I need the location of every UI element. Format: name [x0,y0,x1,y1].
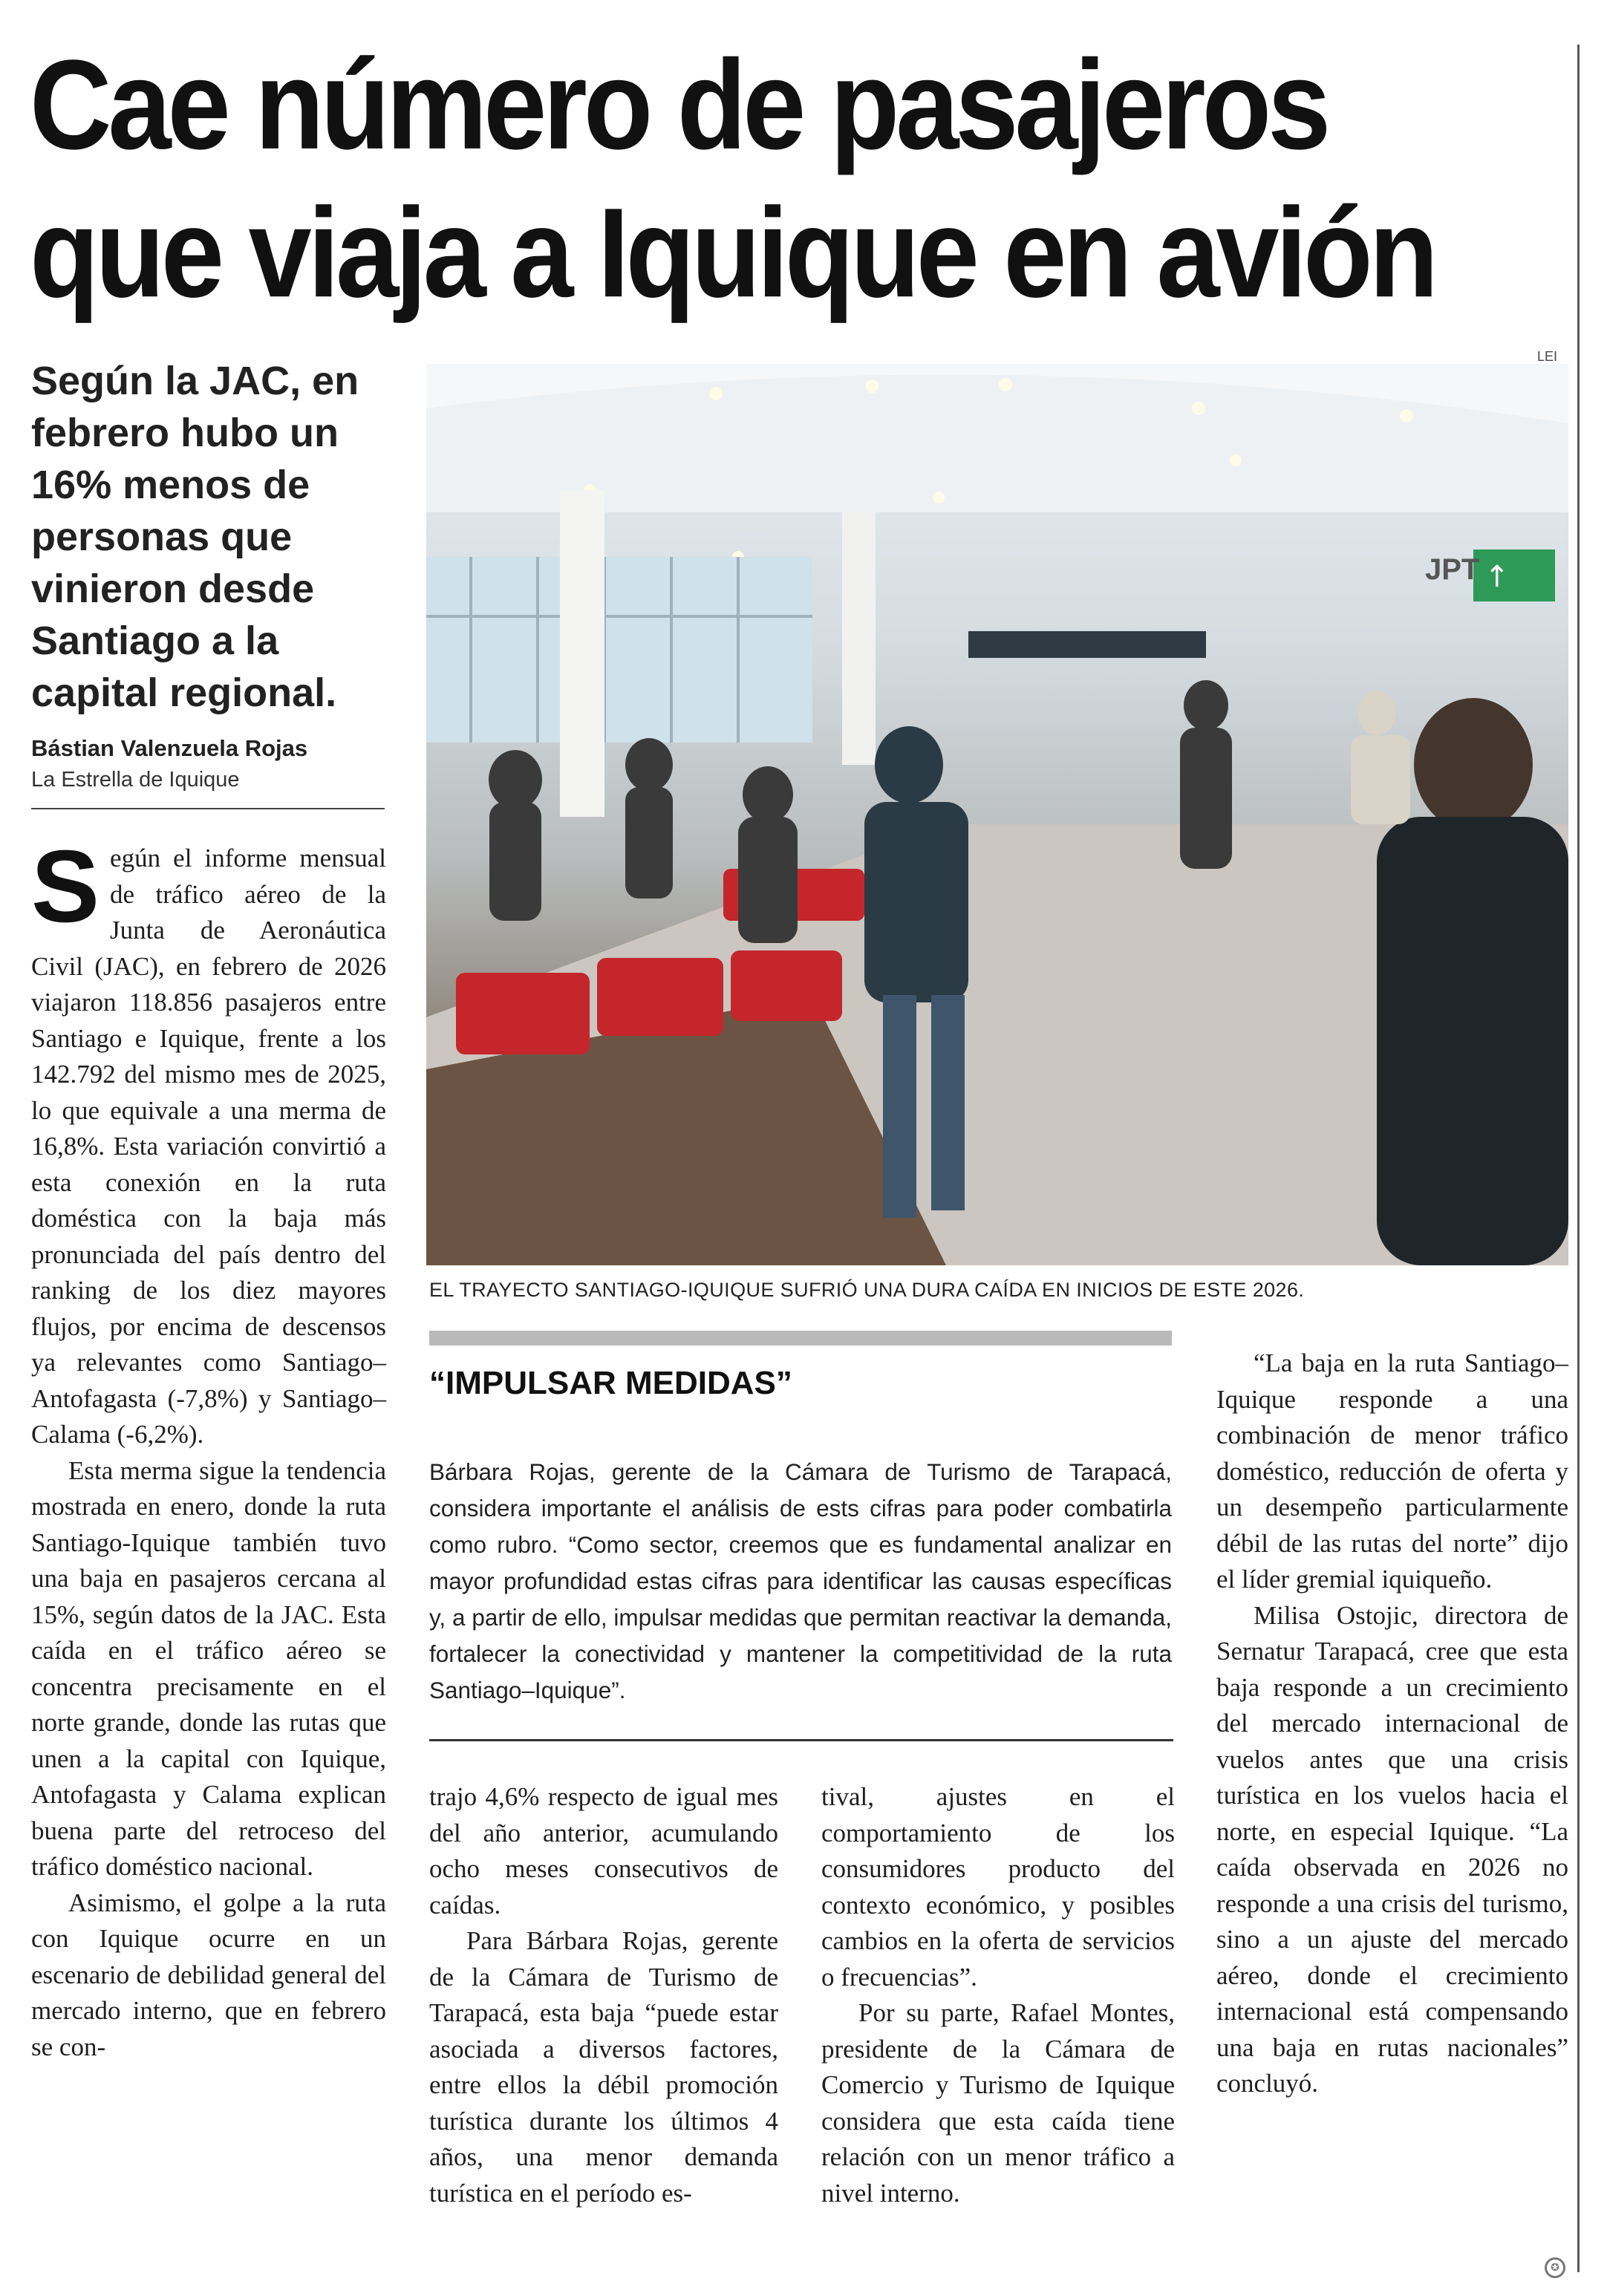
byline-divider [31,808,385,809]
drop-cap: S [31,829,100,944]
body-paragraph: tival, ajustes en el comportamiento de los consumidores producto del contexto económico, y posibles cambios en la oferta de servicios o frecuencias”. [821,1782,1175,1992]
headline-line-1: Cae número de pasajeros [30,33,1328,176]
airport-scene-illustration [426,364,1568,1265]
body-paragraph: Milisa Ostojic, directora de Sernatur Tarapacá, cree que esta baja responde a un crecimiento del mercado internacional de vuelos antes que una crisis turística en los vuelos hacia el norte, en especial Iquique. “La caída observada en 2026 no responde a una crisis del turismo, sino a un ajuste del mercado aéreo, donde el crecimiento internacional está compensando una baja en rutas nacionales” concluyó. [1216,1600,1568,2098]
body-column-3 [821,1779,1175,2211]
body-column-2 [429,1779,778,2211]
sidebar-bottom-rule [429,1739,1173,1741]
body-column-4 [1216,1346,1568,2102]
subheadline: Según la JAC, en febrero hubo un 16% menos de personas que vinieron desde Santiago a la capital regional. [31,359,359,715]
svg-text:↑: ↑ [1484,560,1510,594]
end-of-article-icon: ✪ [1545,2257,1565,2278]
headline-line-2: que viaja a Iquique en avión [30,181,1435,324]
body-paragraph-text: egún el informe mensual de tráfico aéreo de la Junta de Aeronáutica Civil (JAC), en febrero de 2026 viajaron 118.856 pasajeros entre Santiago e Iquique, frente a los 142.792 del mismo mes de 2025, lo que equivale a una merma de 16,8%. Esta variación convirtió a esta conexión en la ruta doméstica con la baja más pronunciada del país dentro del ranking de los diez mayores flujos, por encima de descensos ya relevantes como Santiago–Antofagasta (-7,8%) y Santiago–Calama (-6,2%). [31,844,386,1449]
byline-source: La Estrella de Iquique [31,768,240,792]
photo-caption: EL TRAYECTO SANTIAGO-IQUIQUE SUFRIÓ UNA DURA CAÍDA EN INICIOS DE ESTE 2026. [429,1279,1305,1301]
byline-author: Bástian Valenzuela Rojas [31,735,308,761]
body-paragraph: “La baja en la ruta Santiago–Iquique responde a una combinación de menor tráfico doméstico, reducción de oferta y un desempeño particularmente débil de las rutas del norte” dijo el líder gremial iquiqueño. [1216,1348,1568,1594]
page-divider-rule [1577,45,1580,2272]
body-paragraph: trajo 4,6% respecto de igual mes del año anterior, acumulando ocho meses consecutivos de caídas. [429,1782,778,1920]
body-paragraph: Asimismo, el golpe a la ruta con Iquique ocurre en un escenario de debilidad general del mercado interno, que en febrero se con- [31,1888,386,2061]
body-paragraph: Por su parte, Rafael Montes, presidente de la Cámara de Comercio y Turismo de Iquique considera que esta caída tiene relación con un menor tráfico a nivel interno. [821,1998,1175,2208]
body-column-1 [31,829,386,2065]
airport-terminal-photo [426,364,1568,1265]
sidebar-top-bar [429,1331,1172,1346]
sidebar-title: “IMPULSAR MEDIDAS” [429,1365,792,1401]
body-paragraph: Esta merma sigue la tendencia mostrada en enero, donde la ruta Santiago-Iquique también tuvo una baja en pasajeros cercana al 15%, según datos de la JAC. Esta caída en el tráfico aéreo se concentra precisamente en el norte grande, donde las rutas que unen a la capital con Iquique, Antofagasta y Calama explican buena parte del retroceso del tráfico doméstico nacional. [31,1455,386,1881]
sidebar-text: Bárbara Rojas, gerente de la Cámara de Turismo de Tarapacá, considera importante el análisis de ests cifras para poder combatirla como rubro. “Como sector, creemos que es fundamental analizar en mayor profundidad estas cifras para identificar las causas específicas y, a partir de ello, impulsar medidas que permitan reactivar la demanda, fortalecer la conectividad y mantener la competitividad de la ruta Santiago–Iquique”. [429,1458,1172,1703]
body-paragraph: Para Bárbara Rojas, gerente de la Cámara de Turismo de Tarapacá, esta baja “puede estar asociada a diversos factores, entre ellos la débil promoción turística durante los últimos 4 años, una menor demanda turística en el período es- [429,1926,778,2208]
body-paragraph [31,829,386,1453]
photo-credit: LEI [1537,349,1558,364]
sign-text: JPT [1425,553,1480,586]
headline [30,31,1574,327]
